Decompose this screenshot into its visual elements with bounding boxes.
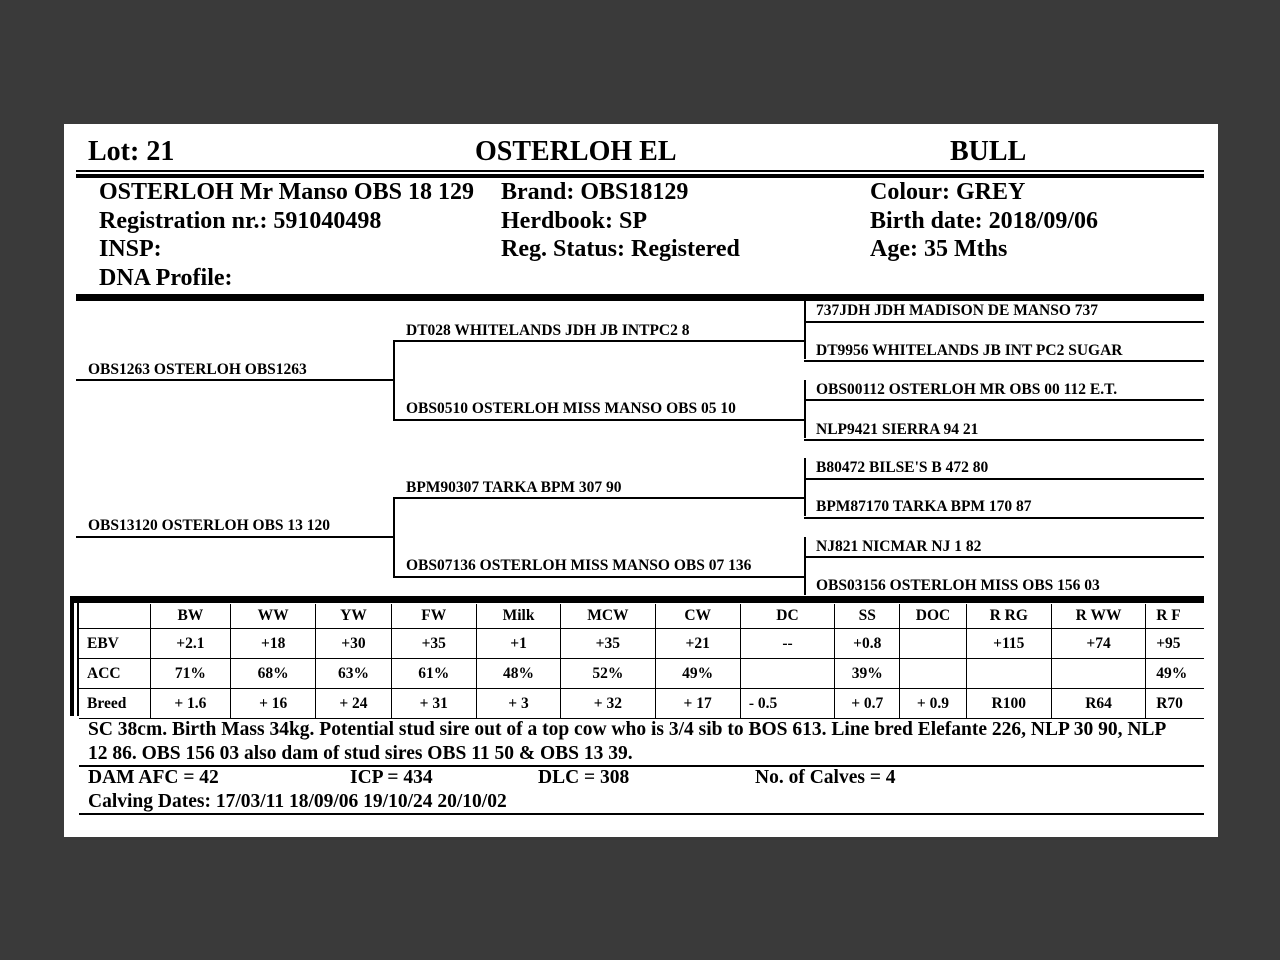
ggp-3: OBS00112 OSTERLOH MR OBS 00 112 E.T. <box>816 381 1118 398</box>
pedigree-dam-sire: BPM90307 TARKA BPM 307 90 <box>406 479 622 496</box>
ebv-table <box>79 604 1204 719</box>
col-header: R WW <box>1051 604 1145 629</box>
ggp-line-1 <box>804 321 1204 323</box>
pedigree-sire-dam: OBS0510 OSTERLOH MISS MANSO OBS 05 10 <box>406 400 736 417</box>
registration: Registration nr.: 591040498 <box>99 208 382 234</box>
table-cell: 63% <box>316 659 391 689</box>
pedigree-sire: OBS1263 OSTERLOH OBS1263 <box>88 361 307 378</box>
table-cell: R70 <box>1156 694 1183 712</box>
table-cell: 48% <box>476 659 560 689</box>
table-cell: +1 <box>476 629 560 659</box>
sire-bracket <box>393 340 395 420</box>
table-cell: + 17 <box>655 689 740 719</box>
calving-dates: Calving Dates: 17/03/11 18/09/06 19/10/24 20/10/02 <box>88 791 507 812</box>
ggp-6: BPM87170 TARKA BPM 170 87 <box>816 498 1032 515</box>
row-label: Breed <box>79 689 150 719</box>
table-cell: +74 <box>1051 629 1145 659</box>
icp: ICP = 434 <box>350 767 433 788</box>
table-cell: 71% <box>150 659 230 689</box>
ggp-bracket-4 <box>804 537 806 595</box>
table-cell: +2.1 <box>150 629 230 659</box>
table-row-acc <box>79 659 1204 689</box>
sire-line <box>76 379 394 381</box>
table-cell: + 0.7 <box>835 689 900 719</box>
dam-sire-line <box>393 497 805 499</box>
table-cell: +0.8 <box>835 629 900 659</box>
header-rule-thin <box>76 170 1204 172</box>
table-row-ebv <box>79 629 1204 659</box>
ggp-line-6 <box>804 517 1204 519</box>
table-cell: +95 <box>1156 634 1181 652</box>
animal-type: BULL <box>950 136 1027 167</box>
table-cell: R64 <box>1051 689 1145 719</box>
table-cell: 39% <box>835 659 900 689</box>
ggp-5: B80472 BILSE'S B 472 80 <box>816 459 989 476</box>
sire-dam-line <box>393 419 805 421</box>
table-cell <box>740 659 834 689</box>
col-header: DOC <box>900 604 966 629</box>
table-cell: 68% <box>231 659 316 689</box>
table-cell: + 24 <box>316 689 391 719</box>
col-header: Milk <box>476 604 560 629</box>
ggp-2: DT9956 WHITELANDS JB INT PC2 SUGAR <box>816 342 1123 359</box>
table-cell: + 32 <box>561 689 655 719</box>
ggp-7: NJ821 NICMAR NJ 1 82 <box>816 538 982 555</box>
table-cell: + 31 <box>391 689 476 719</box>
ggp-line-4 <box>804 439 1204 441</box>
info-rule <box>76 294 1204 301</box>
notes: SC 38cm. Birth Mass 34kg. Potential stud sire out of a top cow who is 3/4 sib to BOS 613. Line bred Elefante 226, NLP 30 90, NLP 12 86. OBS 156 03 also dam of stud sires OBS 11 50 & OBS 13 39. <box>88 719 1166 764</box>
brand: Brand: OBS18129 <box>501 179 689 205</box>
lot-card <box>64 124 1218 837</box>
dna-profile: DNA Profile: <box>99 265 233 291</box>
table-cell: +35 <box>561 629 655 659</box>
table-cell <box>900 629 966 659</box>
table-cell: +35 <box>391 629 476 659</box>
ggp-line-3 <box>804 399 1204 401</box>
col-header: R RG <box>966 604 1051 629</box>
ggp-bracket-2 <box>804 380 806 438</box>
ggp-line-7 <box>804 556 1204 558</box>
col-header: SS <box>835 604 900 629</box>
pedigree-sire-sire: DT028 WHITELANDS JDH JB INTPC2 8 <box>406 322 690 339</box>
ggp-1: 737JDH JDH MADISON DE MANSO 737 <box>816 302 1099 319</box>
full-name: OSTERLOH Mr Manso OBS 18 129 <box>99 179 474 205</box>
ggp-8: OBS03156 OSTERLOH MISS OBS 156 03 <box>816 577 1100 594</box>
table-cell: -- <box>740 629 834 659</box>
dam-bracket <box>393 497 395 577</box>
ggp-line-5 <box>804 478 1204 480</box>
table-cell: 52% <box>561 659 655 689</box>
table-cell <box>900 659 966 689</box>
table-cell <box>966 659 1051 689</box>
dam-dam-line <box>393 576 805 578</box>
col-header: MCW <box>561 604 655 629</box>
table-cell <box>1051 659 1145 689</box>
row-label: EBV <box>79 629 150 659</box>
table-cell: +30 <box>316 629 391 659</box>
ggp-bracket-1 <box>804 301 806 359</box>
no-of-calves: No. of Calves = 4 <box>755 767 896 788</box>
birth-date: Birth date: 2018/09/06 <box>870 208 1098 234</box>
animal-name: OSTERLOH EL <box>475 136 677 167</box>
col-header: YW <box>316 604 391 629</box>
bottom-rule <box>79 813 1204 815</box>
reg-status: Reg. Status: Registered <box>501 236 740 262</box>
herdbook: Herdbook: SP <box>501 208 648 234</box>
table-cell: + 16 <box>231 689 316 719</box>
table-cell: 49% <box>1156 664 1188 682</box>
table-cell: 61% <box>391 659 476 689</box>
pedigree-dam: OBS13120 OSTERLOH OBS 13 120 <box>88 517 331 534</box>
table-left-bar-outer <box>70 596 74 716</box>
table-cell: + 3 <box>476 689 560 719</box>
col-header: DC <box>740 604 834 629</box>
table-cell: + 0.9 <box>900 689 966 719</box>
ggp-line-2 <box>804 360 1204 362</box>
lot-number: Lot: 21 <box>88 136 175 167</box>
table-cell: +18 <box>231 629 316 659</box>
col-header: WW <box>231 604 316 629</box>
row-label: ACC <box>79 659 150 689</box>
age: Age: 35 Mths <box>870 236 1008 262</box>
table-cell: + 1.6 <box>150 689 230 719</box>
ggp-bracket-3 <box>804 458 806 516</box>
table-cell: +21 <box>655 629 740 659</box>
table-row-breed <box>79 689 1204 719</box>
colour: Colour: GREY <box>870 179 1026 205</box>
col-header: R F <box>1156 607 1181 624</box>
table-cell: - 0.5 <box>740 689 834 719</box>
pedigree-dam-dam: OBS07136 OSTERLOH MISS MANSO OBS 07 136 <box>406 557 752 574</box>
dlc: DLC = 308 <box>538 767 630 788</box>
sire-sire-line <box>393 340 805 342</box>
table-cell: 49% <box>655 659 740 689</box>
insp: INSP: <box>99 236 162 262</box>
dam-line <box>76 536 394 538</box>
col-header: FW <box>391 604 476 629</box>
col-header: BW <box>150 604 230 629</box>
col-header: CW <box>655 604 740 629</box>
notes-rule <box>79 765 1204 767</box>
table-top-rule <box>70 596 1204 603</box>
table-header-row <box>79 604 1204 629</box>
dam-afc: DAM AFC = 42 <box>88 767 219 788</box>
header-rule-thick <box>76 174 1204 178</box>
col-header <box>79 604 150 629</box>
table-cell: +115 <box>966 629 1051 659</box>
table-cell: R100 <box>966 689 1051 719</box>
ggp-4: NLP9421 SIERRA 94 21 <box>816 421 979 438</box>
